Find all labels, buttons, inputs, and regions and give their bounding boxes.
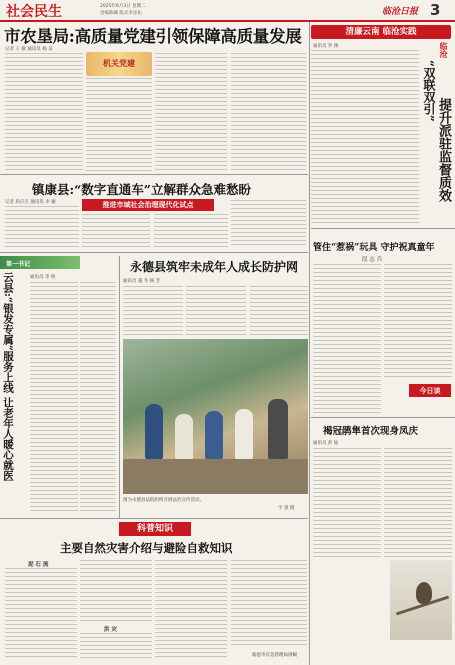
headline-supervision: 提升派驻监督质效 bbox=[436, 98, 451, 202]
guardian-headline: 管住“惹祸”玩具 守护祝真童年 bbox=[313, 243, 435, 253]
lead-body-col2 bbox=[86, 78, 152, 171]
science-banner: 科普知识 bbox=[119, 522, 191, 536]
science-body-col1 bbox=[5, 568, 77, 660]
science-headline: 主要自然灾害介绍与避险自救知识 bbox=[60, 541, 233, 555]
today-talk-label: 今日谈 bbox=[419, 387, 441, 395]
yongde-photo-credit: 字 睿 摄 bbox=[278, 506, 295, 511]
photo-figure-5 bbox=[268, 399, 288, 459]
bird-shape bbox=[416, 582, 432, 604]
masthead-bar bbox=[0, 0, 455, 20]
spring-byline: 通讯员 彭 灿 bbox=[313, 441, 339, 446]
photo-figure-3 bbox=[205, 411, 223, 459]
lead-body-col3 bbox=[155, 53, 227, 171]
divider-lead bbox=[0, 174, 308, 175]
integrity-banner: 清廉云南 临沧实践 bbox=[311, 25, 451, 39]
lead-body-col1 bbox=[5, 53, 83, 171]
yongde-body-col3 bbox=[250, 286, 308, 336]
yongde-body-col1 bbox=[123, 286, 183, 336]
yongde-headline: 永德县筑牢未成年人成长防护网 bbox=[130, 260, 299, 274]
science-body-col4 bbox=[231, 560, 307, 648]
zhenkang-body-col3 bbox=[154, 214, 228, 248]
party-building-banner bbox=[86, 52, 152, 76]
photo-figure-4 bbox=[235, 409, 253, 459]
science-body-col2b bbox=[80, 633, 152, 660]
yunxian-byline: 通讯员 李 娇 bbox=[30, 275, 56, 280]
yunxian-body-col2 bbox=[80, 282, 116, 512]
divider-right-mid bbox=[311, 417, 455, 418]
headline-shuanglian: “双联双引” bbox=[422, 60, 436, 122]
guardian-body-col2 bbox=[384, 264, 452, 379]
yunxian-vertical-headline: 云县:“银发专属”服务上线 让老年人暖心就医 bbox=[2, 272, 14, 481]
bird-photo bbox=[390, 560, 452, 640]
photo-figure-2 bbox=[175, 414, 193, 459]
section-title: 社会民生 bbox=[6, 4, 62, 20]
header-rule bbox=[0, 20, 455, 22]
spring-body-col1 bbox=[313, 448, 381, 558]
photo-ground bbox=[123, 459, 308, 494]
zhenkang-body-col4 bbox=[231, 200, 306, 248]
science-sub-flood: 洪 灾 bbox=[104, 627, 117, 633]
zhenkang-body-col2 bbox=[82, 214, 150, 248]
yongde-body-col2 bbox=[186, 286, 246, 336]
yongde-photo-caption: 图为永德县法院组织开展法治宣传活动。 bbox=[123, 498, 204, 503]
zhenkang-subheadline: 推进市域社会治理现代化试点 bbox=[82, 199, 214, 211]
lead-headline: 市农垦局:高质量党建引领保障高质量发展 bbox=[4, 27, 302, 46]
spring-headline: 褐冠鹃隼首次现身凤庆 bbox=[323, 426, 419, 437]
lead-byline: 记者 王 敏 通讯员 杨 美 bbox=[5, 47, 53, 52]
vertical-divider-right bbox=[309, 22, 310, 665]
first-secretary-tag bbox=[0, 256, 80, 269]
column-tag-lincang: 临沧 bbox=[439, 42, 449, 58]
divider-right-top bbox=[311, 228, 455, 229]
editor-line: 责编陈曦 版式李彦佑 bbox=[100, 11, 142, 16]
divider-science bbox=[0, 518, 308, 519]
zhenkang-headline: 镇康县:“数字直通车”立解群众急难愁盼 bbox=[32, 182, 251, 197]
yunxian-vertical-rule bbox=[119, 256, 120, 518]
today-talk-tag bbox=[409, 384, 451, 397]
guardian-author: 段 志 兵 bbox=[362, 257, 382, 263]
date-line: 2025年6月3日 星期二 bbox=[100, 4, 146, 9]
photo-figure-1 bbox=[145, 404, 163, 459]
science-source: 临沧市应急管理局供稿 bbox=[252, 653, 297, 658]
integrity-byline: 通讯员 罗 俊 bbox=[313, 44, 339, 49]
spring-body-col2 bbox=[384, 448, 452, 558]
yongde-byline: 通讯员 董 冬 杨 芳 bbox=[123, 279, 161, 284]
page-number: 3 bbox=[430, 1, 441, 19]
divider-zhenkang bbox=[0, 252, 308, 253]
zhenkang-byline: 记者 段应召 通讯员 李 娅 bbox=[5, 200, 56, 205]
yongde-photo bbox=[123, 339, 308, 494]
yunxian-body-col1 bbox=[30, 282, 78, 512]
science-body-col3 bbox=[155, 560, 227, 660]
science-sub-debris: 泥 石 流 bbox=[28, 562, 49, 568]
banner-label: 机关党建 bbox=[103, 58, 135, 68]
paper-name: 临沧日报 bbox=[382, 7, 419, 17]
guardian-body-col1 bbox=[313, 264, 381, 414]
first-secretary-label: 第一书记 bbox=[6, 261, 31, 268]
integrity-body-col1 bbox=[311, 50, 419, 226]
zhenkang-body-col1 bbox=[5, 206, 79, 248]
lead-body-col4 bbox=[231, 53, 306, 171]
science-body-col2 bbox=[80, 560, 152, 622]
